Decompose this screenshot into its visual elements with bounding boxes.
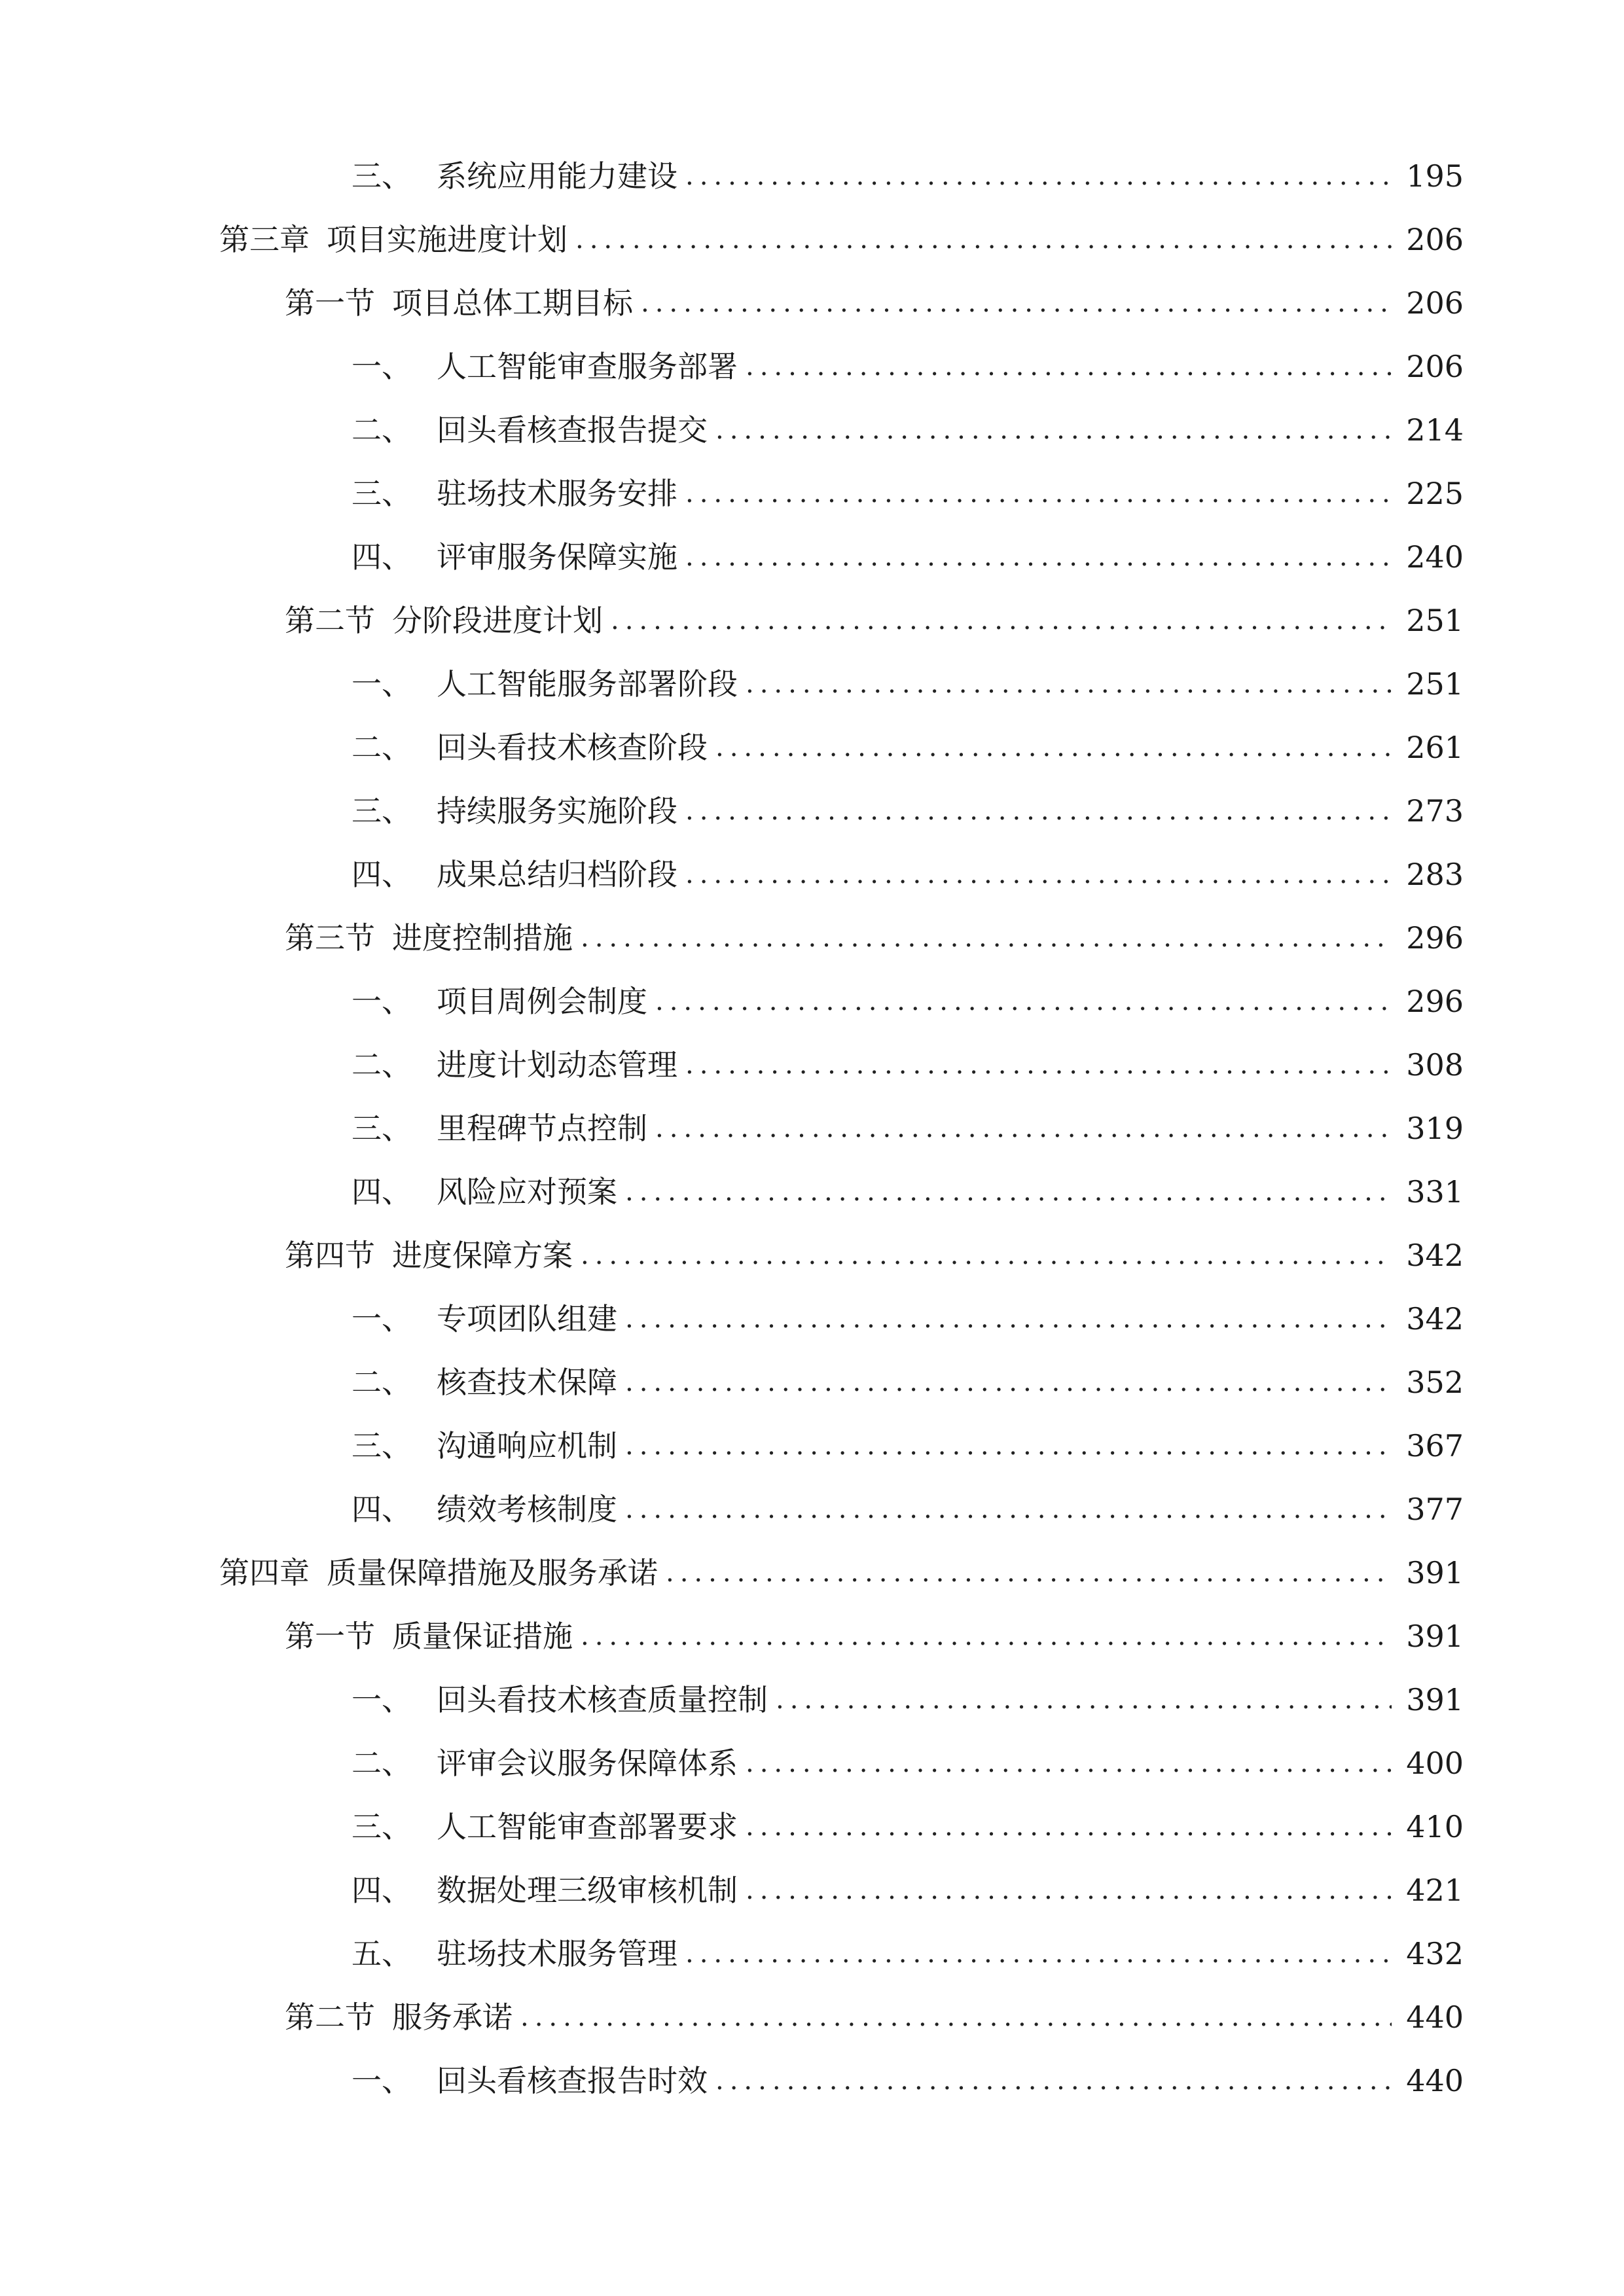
toc-entry-page: 251: [1406, 666, 1464, 702]
toc-entry[interactable]: [352, 1864, 1464, 1916]
toc-entry-title: 成果总结归档阶段: [437, 857, 677, 892]
toc-entry[interactable]: [352, 1293, 1464, 1345]
toc-entry-number: 三、: [352, 1809, 412, 1844]
toc-leader-dots: [625, 1420, 1392, 1472]
toc-entry-page: 214: [1406, 412, 1464, 448]
toc-entry-page: 273: [1406, 793, 1464, 829]
toc-entry[interactable]: [352, 1356, 1464, 1408]
toc-entry-page: 391: [1406, 1555, 1464, 1590]
toc-entry-page: 296: [1406, 920, 1464, 956]
toc-entry-page: 225: [1406, 476, 1464, 511]
toc-entry-number: 二、: [352, 412, 412, 448]
toc-entry-number: 二、: [352, 1746, 412, 1781]
toc-leader-dots: [655, 1102, 1392, 1155]
toc-entry-title: 专项团队组建: [437, 1301, 617, 1336]
toc-entry-number: 第三章: [219, 222, 310, 257]
toc-entry-page: 261: [1406, 730, 1464, 765]
toc-leader-dots: [715, 2054, 1392, 2107]
toc-entry-number: 一、: [352, 349, 412, 384]
toc-leader-dots: [746, 340, 1392, 393]
toc-leader-dots: [715, 404, 1392, 456]
toc-entry-number: 四、: [352, 1873, 412, 1908]
toc-leader-dots: [520, 1991, 1392, 2043]
toc-leader-dots: [685, 150, 1392, 202]
toc-entry[interactable]: [352, 1166, 1464, 1218]
toc-entry-number: 二、: [352, 730, 412, 765]
toc-leader-dots: [641, 277, 1392, 329]
toc-entry-title: 项目总体工期目标: [392, 285, 633, 321]
toc-leader-dots: [746, 658, 1392, 710]
toc-entry[interactable]: [352, 1801, 1464, 1853]
toc-entry-title: 项目实施进度计划: [327, 222, 568, 257]
toc-entry-title: 质量保证措施: [392, 1619, 573, 1654]
toc-entry-number: 第一节: [285, 1619, 375, 1654]
toc-leader-dots: [746, 1737, 1392, 1789]
toc-leader-dots: [581, 1229, 1392, 1282]
toc-entry-number: 二、: [352, 1047, 412, 1083]
toc-entry[interactable]: [352, 848, 1464, 901]
toc-entry-number: 一、: [352, 1301, 412, 1336]
toc-entry-page: 440: [1406, 2063, 1464, 2098]
toc-entry-title: 回头看核查报告提交: [437, 412, 708, 448]
toc-leader-dots: [685, 785, 1392, 837]
toc-leader-dots: [581, 1610, 1392, 1662]
toc-entry-title: 核查技术保障: [437, 1365, 617, 1400]
toc-entry-page: 377: [1406, 1492, 1464, 1527]
toc-entry-number: 一、: [352, 2063, 412, 2098]
toc-entry[interactable]: [352, 467, 1464, 520]
toc-entry[interactable]: [352, 785, 1464, 837]
toc-leader-dots: [625, 1483, 1392, 1535]
toc-entry[interactable]: [352, 150, 1464, 202]
toc-leader-dots: [746, 1864, 1392, 1916]
toc-entry-number: 三、: [352, 1111, 412, 1146]
toc-entry-title: 数据处理三级审核机制: [437, 1873, 738, 1908]
toc-entry-number: 第三节: [285, 920, 375, 956]
toc-entry-number: 第二节: [285, 603, 375, 638]
toc-entry-number: 二、: [352, 1365, 412, 1400]
toc-entry[interactable]: [285, 912, 1464, 964]
toc-entry-number: 四、: [352, 1174, 412, 1210]
toc-entry-title: 进度保障方案: [392, 1238, 573, 1273]
toc-entry-number: 一、: [352, 1682, 412, 1717]
toc-leader-dots: [625, 1356, 1392, 1408]
toc-entry[interactable]: [352, 340, 1464, 393]
toc-entry-page: 206: [1406, 349, 1464, 384]
toc-entry[interactable]: [352, 1928, 1464, 1980]
toc-entry[interactable]: [285, 594, 1464, 647]
toc-entry-page: 342: [1406, 1238, 1464, 1273]
toc-leader-dots: [575, 213, 1392, 266]
toc-entry-number: 五、: [352, 1936, 412, 1971]
toc-entry-page: 195: [1406, 158, 1464, 194]
toc-entry-title: 持续服务实施阶段: [437, 793, 677, 829]
toc-entry-number: 第四章: [219, 1555, 310, 1590]
toc-entry[interactable]: [352, 1483, 1464, 1535]
toc-entry-title: 评审服务保障实施: [437, 539, 677, 575]
toc-entry-title: 里程碑节点控制: [437, 1111, 647, 1146]
toc-entry[interactable]: [352, 1674, 1464, 1726]
toc-entry-title: 进度计划动态管理: [437, 1047, 677, 1083]
toc-entry[interactable]: [285, 1610, 1464, 1662]
toc-entry-title: 服务承诺: [392, 2000, 513, 2035]
toc-entry-number: 一、: [352, 984, 412, 1019]
toc-entry-title: 回头看技术核查质量控制: [437, 1682, 768, 1717]
toc-entry-page: 432: [1406, 1936, 1464, 1971]
toc-entry[interactable]: [285, 277, 1464, 329]
toc-entry-page: 342: [1406, 1301, 1464, 1336]
toc-entry[interactable]: [352, 658, 1464, 710]
toc-entry-page: 400: [1406, 1746, 1464, 1781]
toc-leader-dots: [685, 1928, 1392, 1980]
toc-entry[interactable]: [352, 404, 1464, 456]
toc-leader-dots: [666, 1547, 1392, 1599]
toc-entry-page: 391: [1406, 1619, 1464, 1654]
toc-entry[interactable]: [352, 2054, 1464, 2107]
toc-entry-title: 评审会议服务保障体系: [437, 1746, 738, 1781]
toc-entry-number: 第四节: [285, 1238, 375, 1273]
toc-leader-dots: [685, 531, 1392, 583]
toc-entry-page: 391: [1406, 1682, 1464, 1717]
toc-leader-dots: [685, 1039, 1392, 1091]
toc-entry[interactable]: [285, 1229, 1464, 1282]
toc-entry[interactable]: [219, 213, 1464, 266]
toc-entry-title: 驻场技术服务管理: [437, 1936, 677, 1971]
toc-leader-dots: [625, 1293, 1392, 1345]
toc-entry-title: 分阶段进度计划: [392, 603, 603, 638]
toc-entry-number: 四、: [352, 1492, 412, 1527]
toc-entry-number: 一、: [352, 666, 412, 702]
toc-entry-number: 第一节: [285, 285, 375, 321]
toc-entry-page: 206: [1406, 285, 1464, 321]
toc-entry-title: 人工智能服务部署阶段: [437, 666, 738, 702]
toc-entry[interactable]: [352, 531, 1464, 583]
toc-leader-dots: [776, 1674, 1392, 1726]
toc-entry-title: 系统应用能力建设: [437, 158, 677, 194]
toc-entry-page: 440: [1406, 2000, 1464, 2035]
toc-leader-dots: [685, 848, 1392, 901]
toc-entry[interactable]: [285, 1991, 1464, 2043]
toc-entry-number: 四、: [352, 539, 412, 575]
toc-entry-page: 308: [1406, 1047, 1464, 1083]
toc-entry-title: 人工智能审查服务部署: [437, 349, 738, 384]
toc-entry-number: 三、: [352, 793, 412, 829]
toc-entry-title: 项目周例会制度: [437, 984, 647, 1019]
toc-leader-dots: [625, 1166, 1392, 1218]
toc-leader-dots: [715, 721, 1392, 774]
toc-entry-page: 283: [1406, 857, 1464, 892]
toc-entry-title: 绩效考核制度: [437, 1492, 617, 1527]
toc-entry-title: 驻场技术服务安排: [437, 476, 677, 511]
toc-entry[interactable]: [352, 1420, 1464, 1472]
toc-entry[interactable]: [352, 1737, 1464, 1789]
toc-entry[interactable]: [352, 975, 1464, 1028]
toc-entry-title: 进度控制措施: [392, 920, 573, 956]
toc-entry-page: 352: [1406, 1365, 1464, 1400]
toc-entry-page: 331: [1406, 1174, 1464, 1210]
toc-entry-title: 人工智能审查部署要求: [437, 1809, 738, 1844]
toc-entry[interactable]: [219, 1547, 1464, 1599]
toc-entry-page: 319: [1406, 1111, 1464, 1146]
toc-entry[interactable]: [352, 1039, 1464, 1091]
toc-entry-page: 367: [1406, 1428, 1464, 1463]
toc-entry-title: 沟通响应机制: [437, 1428, 617, 1463]
toc-entry[interactable]: [352, 721, 1464, 774]
toc-entry-number: 第二节: [285, 2000, 375, 2035]
toc-entry-number: 三、: [352, 1428, 412, 1463]
toc-entry-title: 回头看技术核查阶段: [437, 730, 708, 765]
toc-leader-dots: [581, 912, 1392, 964]
toc-entry-page: 206: [1406, 222, 1464, 257]
toc-leader-dots: [611, 594, 1392, 647]
toc-entry-page: 240: [1406, 539, 1464, 575]
toc-entry[interactable]: [352, 1102, 1464, 1155]
toc-entry-number: 三、: [352, 158, 412, 194]
toc-leader-dots: [746, 1801, 1392, 1853]
toc-entry-number: 三、: [352, 476, 412, 511]
toc-entry-title: 风险应对预案: [437, 1174, 617, 1210]
toc-entry-page: 251: [1406, 603, 1464, 638]
toc-entry-title: 回头看核查报告时效: [437, 2063, 708, 2098]
toc-leader-dots: [655, 975, 1392, 1028]
toc-leader-dots: [685, 467, 1392, 520]
toc-entry-page: 421: [1406, 1873, 1464, 1908]
toc-entry-page: 296: [1406, 984, 1464, 1019]
toc-entry-page: 410: [1406, 1809, 1464, 1844]
toc-entry-title: 质量保障措施及服务承诺: [327, 1555, 658, 1590]
toc-entry-number: 四、: [352, 857, 412, 892]
